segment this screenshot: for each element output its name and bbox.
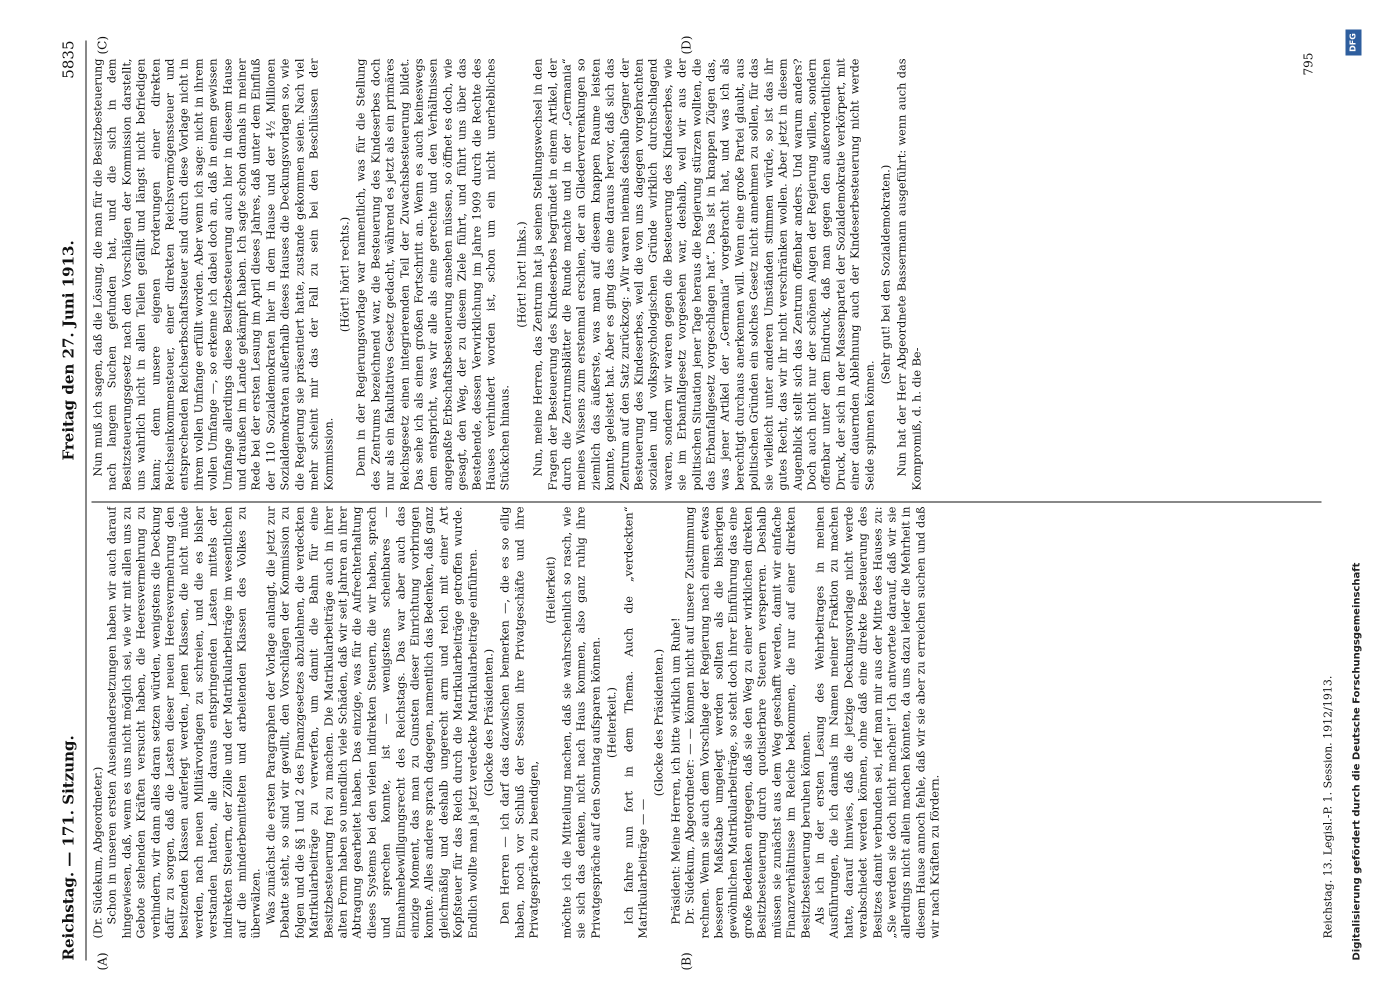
header-date: Freitag den 27. Juni 1913.	[59, 240, 78, 461]
stage-direction: (Sehr gut! bei den Sozialdemokraten.)	[879, 164, 893, 385]
paragraph: Den Herren — ich darf das dazwischen bemerken —, die es so eilig haben, noch vor Schluß der Session ihre Privatgeschäfte und ihre Privatgespräche zu beendigen,	[498, 506, 541, 939]
header-page-number: 5835	[59, 40, 78, 79]
stage-direction: (Heiterkeit)	[544, 556, 558, 624]
left-text-column	[92, 507, 1320, 939]
paragraph: Denn in der Regierungsvorlage war namentlich, was für die Stellung des Zentrums bezeichnend war, die Besteuerung des Kindeserbes doch nur als ein fakultatives Gesetz gedacht, während es jetzt als ein primäres Reichsgesetz einen integrierenden Teil der Zuwachsbesteuerung bildet. Das sehe ich als einen großen Fortschritt an. Wenn es auch keineswegs dem entspricht, was wir alle als eine gerechte und den Verhältnissen angepaßte Erbschaftsbesteuerung ansehen müssen, so öffnet es doch, wie gesagt, den Weg, der zu diesem Ziele führt, und führt uns über das Bestehende, dessen Verwirklichung im Jahre 1909 durch die Rechte des Hauses verhindert worden ist, schon um ein nicht unerhebliches Stückchen hinaus.	[354, 58, 512, 491]
page-footer	[1322, 507, 1335, 939]
president-remark: Präsident: Meine Herren, ich bitte wirklich um Ruhe!	[669, 617, 683, 925]
document-page	[0, 1, 1383, 1001]
margin-marker-b: (B)	[679, 952, 694, 971]
margin-marker-a: (A)	[95, 952, 110, 971]
dfg-logo-icon: DFG	[1346, 30, 1362, 56]
paragraph: Ich fahre nun fort in dem Thema. Auch die „verdeckten“ Matrikularbeiträge — —	[622, 506, 650, 939]
paragraph: Nun muß ich sagen, daß die Lösung, die man für die Besitzbesteuerung nach langem Suchen gefunden hat, und die sich in dem Besitzsteuerungsgesetz nach den Vorschlägen der Kommission darstellt, uns wahrlich nicht in allen Teilen gefällt und längst nicht befriedigen kann; denn unsere eigenen Forderungen einer direkten Reichseinkommensteuer, einer direkten Reichsvermögenssteuer und entsprechenden Reichserbschaftssteuer sind durch diese Vorlage nicht in ihrem vollen Umfange erfüllt worden. Aber wenn ich sage: nicht in ihrem vollen Umfange —, so erkenne ich dabei doch an, daß in einem gewissen Umfange allerdings diese Besitzbesteuerung auch hier in diesem Hause und draußen im Lande gekämpft haben. Ich sagte schon damals in meiner Rede bei der ersten Lesung im April dieses Jahres, daß unter dem Einfluß der 110 Sozialdemokraten hier in dem Hause und der 4½ Millionen Sozialdemokraten außerhalb dieses Hauses die Deckungsvorlagen so, wie die Regierung sie präsentiert hatte, zustande gekommen seien. Nach viel mehr scheint mir das der Fall zu sein bei den Beschlüssen der Kommission.	[91, 58, 335, 491]
paragraph: möchte ich die Mitteilung machen, daß sie wahrscheinlich so rasch, wie sie sich das denken, nicht nach Haus kommen, also ganz ruhig ihre Privatgespräche auf den Sonntag aufsparen können.	[560, 506, 603, 939]
page-header	[52, 41, 87, 961]
paragraph: Was zunächst die ersten Paragraphen der Vorlage anlangt, die jetzt zur Debatte steht, so sind wir gewillt, den Vorschlägen der Kommission zu folgen und die §§ 1 und 2 des Finanzgesetzes abzulehnen, die verdeckten Matrikularbeiträge zu verwerfen, um damit die Bahn für eine Besitzbesteuerung frei zu machen. Die Matrikularbeiträge auch in ihrer alten Form haben so unendlich viele Schäden, daß wir seit Jahren an ihrer Abtragung gearbeitet haben. Das einzige, was für die Aufrechterhaltung dieses Systems bei den vielen indirekten Steuern, die wir haben, sprach und sprechen konnte, ist — wenigstens scheinbares — Einnahmebewilligungsrecht des Reichstags. Das war aber auch das einzige Moment, das man zu Gunsten dieser Einrichtung vorbringen konnte. Alles andere sprach dagegen, namentlich das Bedenken, daß ganz gleichmäßig und deshalb ungerecht arm und reich mit einer Art Kopfsteuer für das Reich durch die Matrikularbeiträge getroffen wurde. Endlich wollte man ja jetzt verdeckte Matrikularbeiträge einführen.	[264, 506, 480, 939]
paragraph: Als ich in der ersten Lesung des Wehrbeitrages in meinen Ausführungen, die ich damals im Namen meiner Fraktion zu machen hatte, darauf hinwies, daß die jetzige Deckungsvorlage nicht werde verabschiedet werden können, ohne daß eine direkte Besteuerung des Besitzes damit verbunden sei, rief man mir aus der Mitte des Hauses zu: „Sie werden sie doch nicht machen!“ Ich antwortete darauf, daß wir sie allerdings nicht allein machen könnten, da uns dazu leider die Mehrheit in diesem Hause annoch fehle, daß wir sie aber zu erreichen suchen und daß wir nach Kräften zu fördern.	[813, 506, 942, 939]
margin-marker-d: (D)	[679, 35, 694, 55]
column-divider	[92, 502, 1322, 503]
header-session-title: Reichstag. — 171. Sitzung.	[59, 735, 78, 961]
footer-sheet-number: 795	[1301, 52, 1316, 76]
stage-direction: (Glocke des Präsidenten.)	[652, 648, 666, 797]
footer-session-info: Reichstag. 13. Legisl.-P. 1. Session. 1912/1913.	[1321, 675, 1335, 939]
speaker-line: (Dr. Südekum, Abgeordneter.)	[91, 766, 105, 939]
stage-direction: (Hört! hört! links.)	[515, 221, 529, 328]
side-credit-strip	[1340, 1, 1370, 1001]
margin-marker-c: (C)	[95, 35, 110, 55]
stage-direction: (Heiterkeit.)	[605, 687, 619, 758]
digitization-credit: Digitalisierung gefördert durch die Deutsche Forschungsgemeinschaft	[1351, 562, 1363, 961]
paragraph: Nun hat der Herr Abgeordnete Bassermann ausgeführt: wenn auch das Kompromiß, d. h. die Be-	[895, 58, 924, 491]
paragraph: Dr. Südekum, Abgeordneter: — — können nicht auf unsere Zustimmung rechnen. Wenn sie auch dem Vorschlage der Regierung nach einem etwas besseren Maßstabe umgelegt werden sollten als die bisherigen gewöhnlichen Matrikularbeiträge, so steht doch ihrer Einführung das eine große Bedenken entgegen, daß sie den Weg zu einer wirklichen direkten Besitzbesteuerung durch quotisierbare Steuern versperren. Deshalb müssen sie zunächst aus dem Weg geschafft werden, damit wir einfache Finanzverhältnisse im Reiche bekommen, die nur auf einer direkten Besitzbesteuerung beruhen können.	[683, 506, 812, 939]
paragraph: Schon in unseren ersten Auseinandersetzungen haben wir auch darauf hingewiesen, daß, wenn es uns nicht möglich sei, wie wir mit allen uns zu Gebote stehenden Kräften versucht haben, die Heeresvermehrung zu verhindern, wir dann alles daran setzen würden, wenigstens die Deckung dafür zu sorgen, daß die Lasten dieser neuen Heeresvermehrung den besitzenden Klassen auferlegt werden, jenen Klassen, die nicht müde werden, nach neuen Militärvorlagen zu schreien, und die es bisher verstanden hatten, alle daraus entspringenden Lasten mittels der indirekten Steuern, der Zölle und der Matrikularbeiträge im wesentlichen auf die minderbemittelten und arbeitenden Klassen des Volkes zu überwälzen.	[105, 506, 263, 939]
right-text-column	[92, 59, 1320, 491]
stage-direction: (Glocke des Präsidenten.)	[482, 648, 496, 797]
stage-direction: (Hört! hört! rechts.)	[338, 216, 352, 333]
paragraph: Nun, meine Herren, das Zentrum hat ja seinen Stellungswechsel in den Fragen der Besteuerung des Kindeserbes begründet in einem Artikel, der durch die Zentrumsblätter die Runde machte und in der „Germania“ meines Wissens zum erstenmal erschien, der an Gliederverrenkungen so ziemlich das äußerste, was man auf diesem knappen Raume leisten konnte, geleistet hat. Aber es ging das eine daraus hervor, daß sich das Zentrum auf den Satz zurückzog: „Wir waren niemals deshalb Gegner der Besteuerung des Kindeserbes, weil die von uns dagegen vorgebrachten sozialen und volkspsychologischen Gründe wirklich durchschlagend waren, sondern wir waren gegen die Besteuerung des Kindeserbes, wie sie im Erbanfallgesetz vorgesehen war, deshalb, weil wir aus der politischen Situation jener Tage heraus die Regierung stürzen wollten, die das Erbanfallgesetz vorgeschlagen hat“. Das ist in knappen Zügen das, was jener Artikel der „Germania“ vorgebracht hat, und was ich als berechtigt durchaus anerkennen will. Wenn eine große Partei glaubt, aus politischen Gründen ein solches Gesetz nicht annehmen zu sollen, für das sie vielleicht unter anderen Umständen stimmen würde, so ist das ihr gutes Recht, das wir ihr nicht verschränken wollen. Aber jetzt in diesem Augenblick stellt sich das Zentrum offenbar anders. Und warum anders? Doch auch nicht nur der schönen Augen der Regierung willen, sondern offenbar unter dem Eindruck, daß man gegen den außerordentlichen Druck, der sich in der Massenpartei der Sozialdemokratie verkörpert, mit einer dauernden Ablehnung auch der Kindeserbesteuerung nicht werde Seide spinnen können.	[531, 58, 877, 491]
